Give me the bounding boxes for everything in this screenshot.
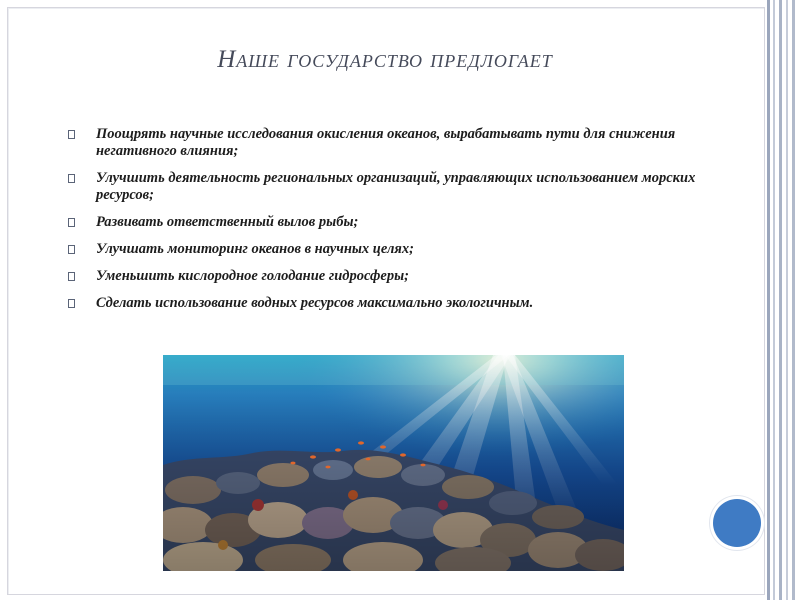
- bullet-text: Развивать ответственный вылов рыбы;: [96, 214, 359, 230]
- bullet-item: [66, 241, 706, 258]
- hollow-square-bullet-icon: [68, 245, 75, 254]
- bullet-text: Сделать использование водных ресурсов максимально экологичным.: [96, 295, 534, 311]
- hollow-square-bullet-icon: [68, 299, 75, 308]
- bullet-item: [66, 268, 706, 285]
- side-stripes-decoration: [763, 0, 800, 600]
- hollow-square-bullet-icon: [68, 272, 75, 281]
- accent-circle-decoration: [713, 499, 761, 547]
- slide-title: Наше государство предлогает: [217, 46, 553, 73]
- bullet-item: [66, 214, 706, 231]
- hollow-square-bullet-icon: [68, 218, 75, 227]
- bullet-text: Уменьшить кислородное голодание гидросферы;: [96, 268, 409, 284]
- underwater-coral-reef-photo: [163, 355, 624, 571]
- hollow-square-bullet-icon: [68, 130, 75, 139]
- bullet-item: [66, 295, 706, 312]
- bullet-text: Поощрять научные исследования окисления океанов, вырабатывать пути для снижения негативного влияния;: [96, 126, 676, 159]
- bullet-item: [66, 170, 706, 204]
- bullet-text: Улучшить деятельность региональных организаций, управляющих использованием морских ресурсов;: [96, 170, 696, 203]
- hollow-square-bullet-icon: [68, 174, 75, 183]
- bullet-item: [66, 126, 706, 160]
- bullet-list: [66, 126, 706, 322]
- bullet-text: Улучшать мониторинг океанов в научных целях;: [96, 241, 414, 257]
